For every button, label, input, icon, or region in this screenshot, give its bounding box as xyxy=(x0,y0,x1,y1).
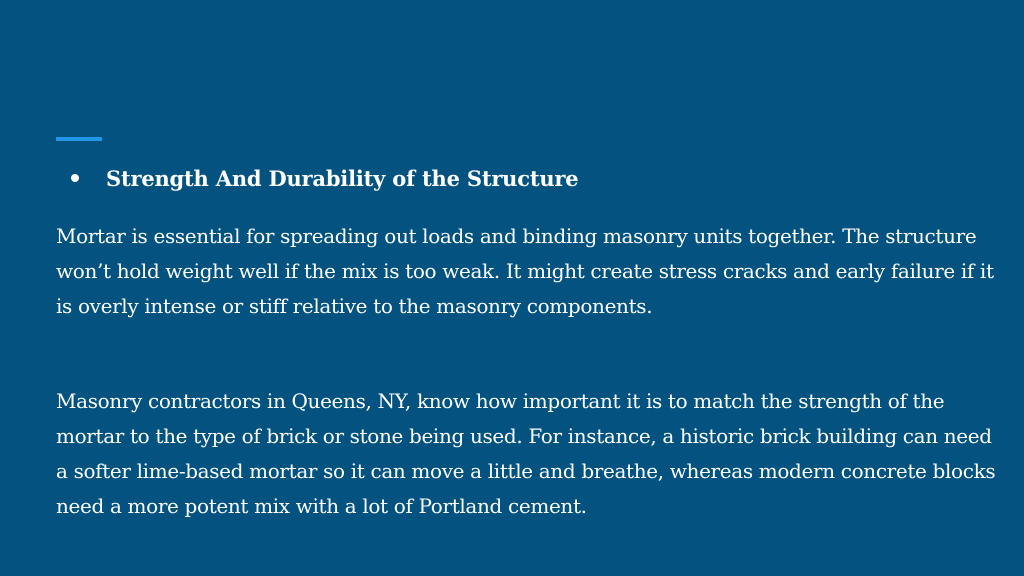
accent-bar xyxy=(56,137,102,141)
slide-heading: Strength And Durability of the Structure xyxy=(106,165,579,191)
paragraph-contractors: Masonry contractors in Queens, NY, know how important it is to match the strength of the mortar to the type of brick or stone being used. For instance, a historic brick building can need a softer lime-based mortar so it can move a little and breathe, whereas modern concrete blocks need a more potent mix with a lot of Portland cement. xyxy=(56,389,996,518)
bullet-heading-row xyxy=(56,163,578,193)
paragraph-mortar-role: Mortar is essential for spreading out loads and binding masonry units together. The structure won’t hold weight well if the mix is too weak. It might create stress cracks and early failure if it is overly intense or stiff relative to the masonry components. xyxy=(56,224,994,318)
bullet-icon xyxy=(71,174,79,182)
